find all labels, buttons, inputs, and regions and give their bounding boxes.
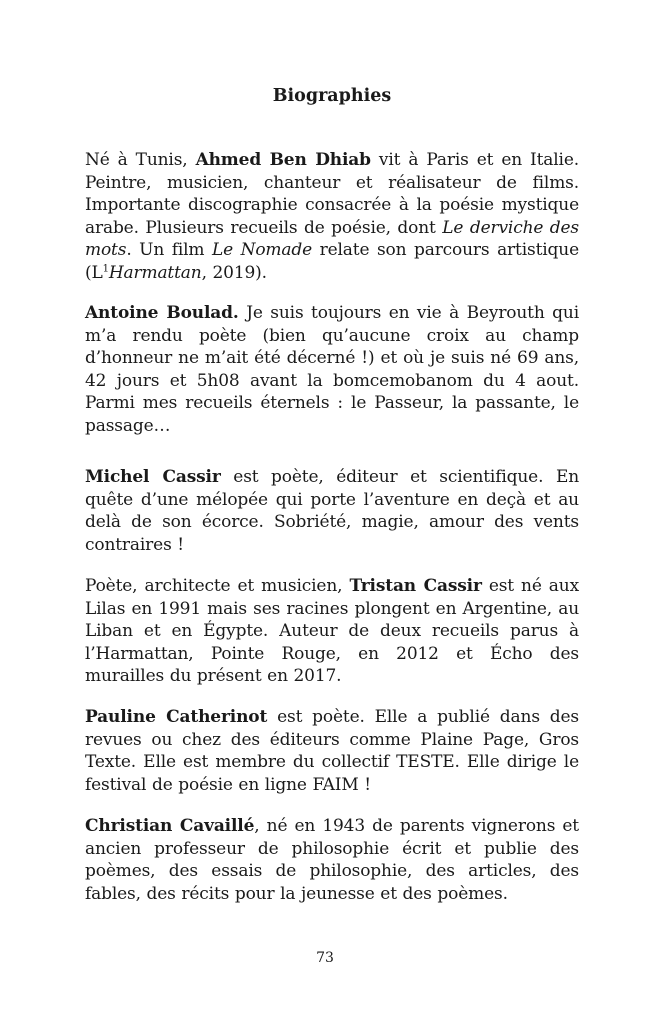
page-title: Biographies bbox=[272, 86, 392, 106]
bio-name: Antoine Boulad. bbox=[85, 303, 239, 323]
bio-text: relate son parcours artistique (L bbox=[85, 240, 579, 283]
bio-ahmed-ben-dhiab bbox=[85, 149, 579, 285]
bio-text: , né en 1943 de parents vignerons et ancien professeur de philosophie écrit et publie des poèmes, des essais de philosophie, des articles, des fables, des récits pour la jeunesse et des poèmes. bbox=[85, 816, 579, 904]
bio-christian-cavaille bbox=[85, 815, 579, 905]
bio-name: Tristan Cassir bbox=[349, 576, 482, 596]
bio-text: . Un film bbox=[126, 240, 212, 261]
bio-intro: Né à Tunis, bbox=[85, 150, 196, 170]
bio-tristan-cassir bbox=[85, 575, 579, 688]
superscript: 1 bbox=[102, 263, 109, 275]
work-title: Le Nomade bbox=[211, 240, 313, 261]
bio-name: Michel Cassir bbox=[85, 467, 221, 487]
publisher-name: Harmattan bbox=[108, 262, 202, 283]
bio-michel-cassir bbox=[85, 466, 579, 556]
bio-name: Pauline Catherinot bbox=[85, 707, 268, 727]
bio-pauline-catherinot bbox=[85, 706, 579, 796]
bio-text: vit à Paris et en Italie. Peintre, musicien, chanteur et réalisateur de films. Importante discographie consacrée à la poésie mystique arabe. Plusieurs recueils de poésie, dont bbox=[85, 150, 580, 238]
work-title: Le derviche des mots bbox=[85, 217, 580, 261]
bio-text: est poète. Elle a publié dans des revues ou chez des éditeurs comme Plaine Page, Gros Texte. Elle est membre du collectif TESTE. Elle dirige le festival de poésie en ligne FAIM ! bbox=[85, 707, 579, 795]
bio-name: Ahmed Ben Dhiab bbox=[195, 150, 371, 170]
bio-text: est né aux Lilas en 1991 mais ses racines plongent en Argentine, au Liban et en Égypte. Auteur de deux recueils parus à l’Harmattan, Pointe Rouge, en 2012 et Écho des murailles du présent en 2017. bbox=[85, 576, 580, 687]
bio-text: Je suis toujours en vie à Beyrouth qui m’a rendu poète (bien qu’aucune croix au champ d’honneur ne m’ait été décerné !) et où je suis né 69 ans, 42 jours et 5h08 avant la bomcemobanom du 4 aout. Parmi mes recueils éternels : le Passeur, la passante, le passage… bbox=[85, 303, 580, 436]
bio-text: , 2019). bbox=[201, 262, 267, 283]
page-number: 73 bbox=[316, 950, 334, 966]
bio-name: Christian Cavaillé bbox=[85, 816, 255, 836]
bio-intro: Poète, architecte et musicien, bbox=[85, 576, 350, 596]
bio-text: est poète, éditeur et scientifique. En quête d’une mélopée qui porte l’aventure en deçà et au delà de son écorce. Sobriété, magie, amour des vents contraires ! bbox=[85, 467, 579, 555]
bio-antoine-boulad bbox=[85, 302, 579, 438]
